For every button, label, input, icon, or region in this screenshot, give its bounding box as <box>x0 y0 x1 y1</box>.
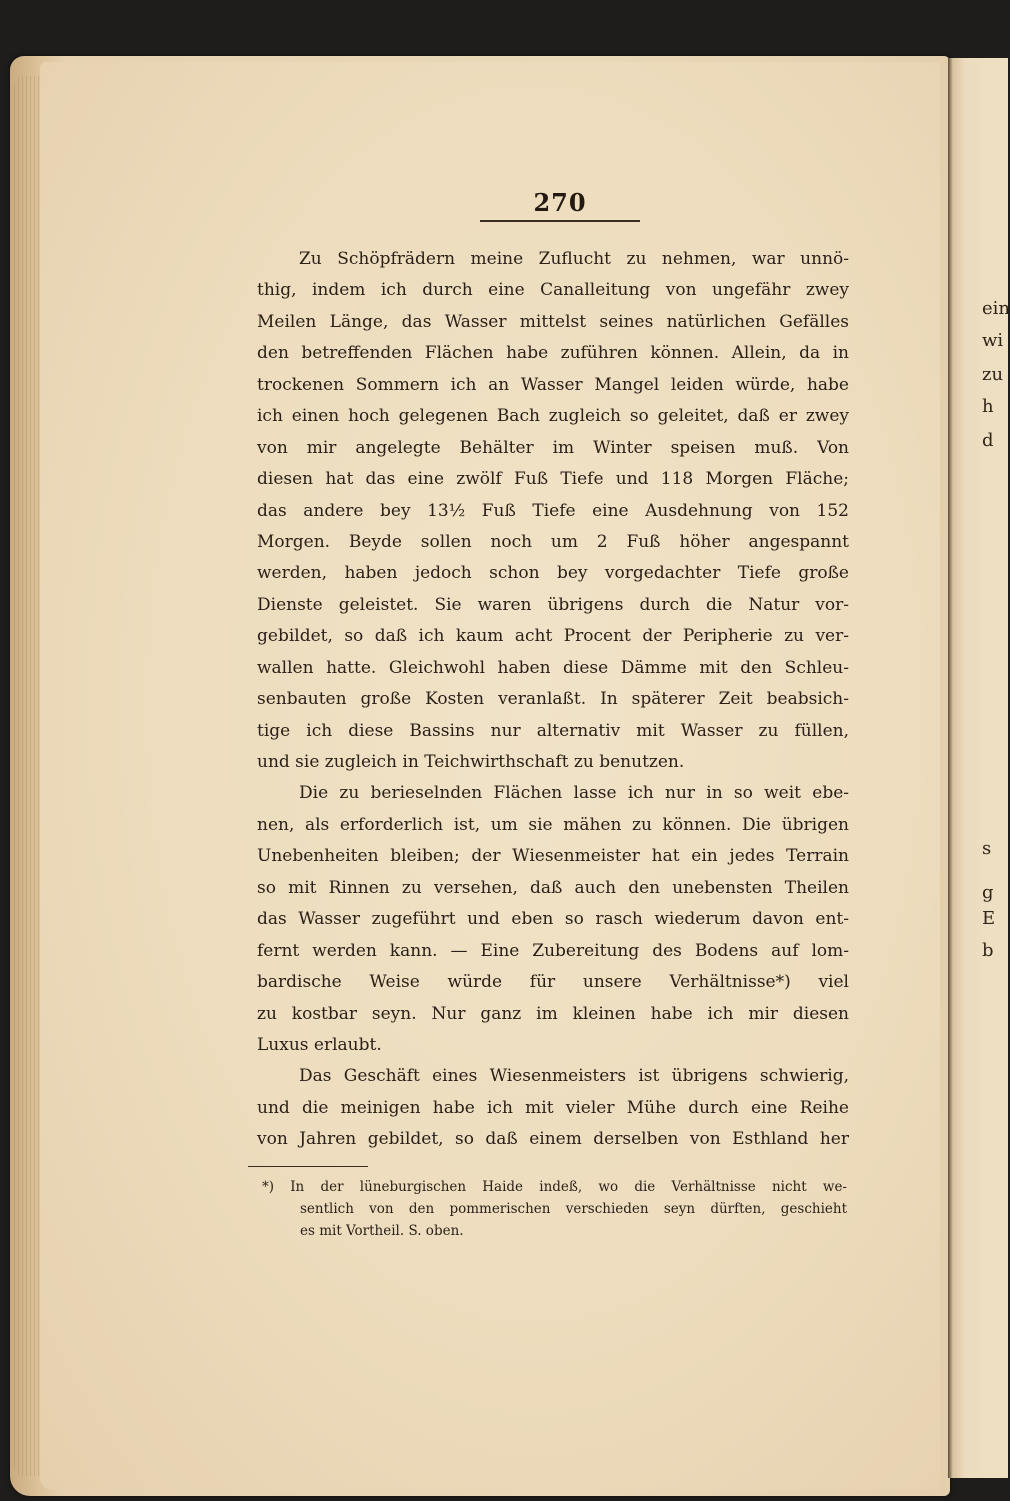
text-line: so mit Rinnen zu versehen, daß auch den unebensten Theilen <box>257 877 849 898</box>
footnote-line: es mit Vortheil. S. oben. <box>300 1223 464 1239</box>
text-line: das Wasser zugeführt und eben so rasch wiederum davon ent- <box>257 909 849 930</box>
text-line: wallen hatte. Gleichwohl haben diese Dämme mit den Schleu- <box>257 657 849 678</box>
text-line: Die zu berieselnden Flächen lasse ich nur in so weit ebe- <box>299 783 849 804</box>
text-line: thig, indem ich durch eine Canalleitung von ungefähr zwey <box>257 280 849 301</box>
text-line: und die meinigen habe ich mit vieler Mühe durch eine Reihe <box>257 1097 849 1118</box>
text-line: und sie zugleich in Teichwirthschaft zu benutzen. <box>257 752 685 772</box>
body-text <box>257 244 849 1156</box>
next-page-fragment: g <box>982 882 994 903</box>
text-line: fernt werden kann. — Eine Zubereitung des Bodens auf lom- <box>257 940 849 961</box>
text-line: werden, haben jedoch schon bey vorgedachter Tiefe große <box>257 563 849 584</box>
text-line: von Jahren gebildet, so daß einem derselben von Esthland her <box>257 1129 849 1150</box>
next-page-fragment: d <box>982 430 994 451</box>
next-page-fragment: ein <box>982 298 1010 319</box>
footnote-rule <box>248 1166 368 1167</box>
footnote <box>262 1176 847 1242</box>
text-line: nen, als erforderlich ist, um sie mähen zu können. Die übrigen <box>257 814 849 835</box>
text-line: von mir angelegte Behälter im Winter speisen muß. Von <box>257 437 849 458</box>
text-line: das andere bey 13½ Fuß Tiefe eine Ausdehnung von 152 <box>257 500 849 521</box>
text-line: Zu Schöpfrädern meine Zuflucht zu nehmen, war unnö- <box>299 249 849 269</box>
text-line: gebildet, so daß ich kaum acht Procent der Peripherie zu ver- <box>257 626 849 647</box>
text-line: zu kostbar seyn. Nur ganz im kleinen habe ich mir diesen <box>257 1003 849 1024</box>
footnote-line: sentlich von den pommerischen verschieden seyn dürften, geschieht <box>300 1201 847 1217</box>
next-page-fragment: zu <box>982 364 1004 385</box>
page-number: 270 <box>533 188 587 217</box>
text-line: tige ich diese Bassins nur alternativ mit Wasser zu füllen, <box>257 720 849 741</box>
next-page-fragment: E <box>982 908 996 929</box>
text-line: bardische Weise würde für unsere Verhältnisse*) viel <box>257 972 849 993</box>
next-page-fragment: b <box>982 940 994 961</box>
text-line: Unebenheiten bleiben; der Wiesenmeister hat ein jedes Terrain <box>257 846 849 867</box>
text-line: trockenen Sommern ich an Wasser Mangel leiden würde, habe <box>257 374 849 395</box>
text-line: Dienste geleistet. Sie waren übrigens durch die Natur vor- <box>257 594 849 615</box>
next-page-fragment: h <box>982 396 994 417</box>
text-line: ich einen hoch gelegenen Bach zugleich so geleitet, daß er zwey <box>257 406 849 427</box>
header-rule <box>480 220 640 222</box>
text-line: den betreffenden Flächen habe zuführen können. Allein, da in <box>257 343 849 364</box>
text-line: senbauten große Kosten veranlaßt. In späterer Zeit beabsich- <box>257 689 849 710</box>
next-page-fragment: wi <box>982 330 1004 351</box>
text-line: Morgen. Beyde sollen noch um 2 Fuß höher angespannt <box>257 531 849 552</box>
text-line: Das Geschäft eines Wiesenmeisters ist übrigens schwierig, <box>299 1066 849 1087</box>
next-page-sliver <box>948 58 1008 1478</box>
text-line: Luxus erlaubt. <box>257 1034 382 1055</box>
text-line: diesen hat das eine zwölf Fuß Tiefe und 118 Morgen Fläche; <box>257 469 849 490</box>
footnote-line: *) In der lüneburgischen Haide indeß, wo die Verhältnisse nicht we- <box>262 1179 847 1195</box>
text-line: Meilen Länge, das Wasser mittelst seines natürlichen Gefälles <box>257 311 849 332</box>
next-page-fragment: s <box>982 838 992 859</box>
